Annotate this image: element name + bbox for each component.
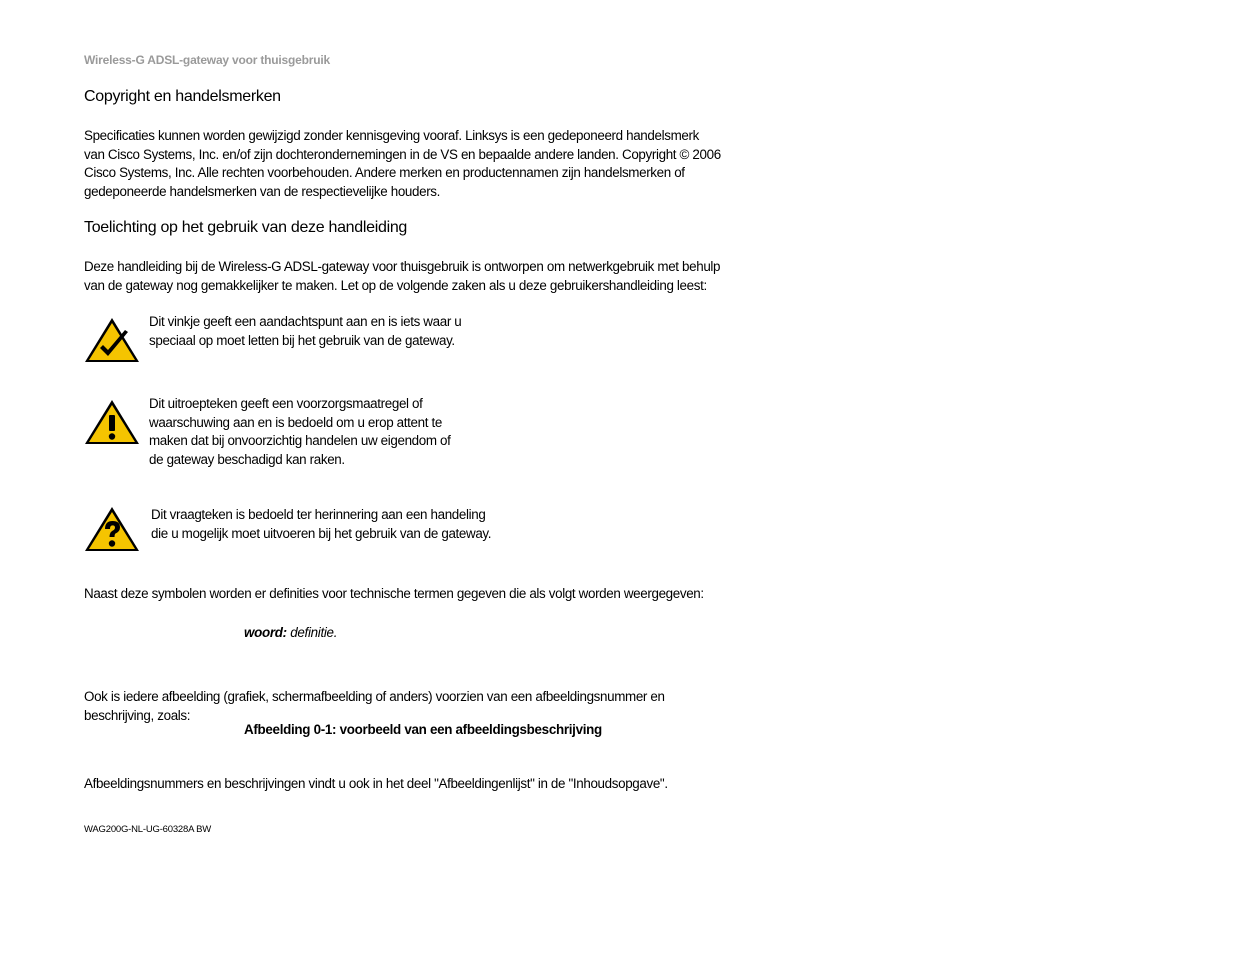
question-note-line: Dit vraagteken is bedoeld ter herinnering aan een handeling	[151, 507, 486, 522]
copyright-line: van Cisco Systems, Inc. en/of zijn dochterondernemingen in de VS en bepaalde andere landen. Copyright © 2006	[84, 146, 721, 162]
figures-paragraph	[84, 688, 774, 725]
checkmark-note-line: Dit vinkje geeft een aandachtspunt aan en is iets waar u	[149, 314, 462, 329]
figure-caption-example: Afbeelding 0-1: voorbeeld van een afbeeldingsbeschrijving	[244, 722, 602, 737]
question-warning-icon	[84, 505, 140, 553]
exclamation-note	[149, 395, 451, 470]
copyright-line: gedeponeerde handelsmerken van de respectievelijke houders.	[84, 184, 441, 200]
manual-usage-line: Deze handleiding bij de Wireless-G ADSL-gateway voor thuisgebruik is ontworpen om netwerkgebruik met behulp	[84, 259, 721, 274]
copyright-line: Specificaties kunnen worden gewijzigd zonder kennisgeving vooraf. Linksys is een gedeponeerd handelsmerk	[84, 128, 699, 143]
exclamation-note-line: de gateway beschadigd kan raken.	[149, 452, 345, 468]
checkmark-warning-icon	[84, 316, 140, 364]
figure-list-paragraph: Afbeeldingsnummers en beschrijvingen vindt u ook in het deel "Afbeeldingenlijst" in de "Inhoudsopgave".	[84, 776, 668, 791]
checkmark-note-line: speciaal op moet letten bij het gebruik van de gateway.	[149, 332, 455, 348]
definition-example	[244, 625, 337, 640]
question-note-line: die u mogelijk moet uitvoeren bij het gebruik van de gateway.	[151, 525, 492, 541]
manual-usage-line: van de gateway nog gemakkelijker te maken. Let op de volgende zaken als u deze gebruikershandleiding leest:	[84, 277, 707, 293]
definition-term: woord:	[244, 625, 287, 640]
exclamation-note-line: waarschuwing aan en is bedoeld om u erop attent te	[149, 414, 442, 430]
copyright-line: Cisco Systems, Inc. Alle rechten voorbehouden. Andere merken en productennamen zijn handelsmerken of	[84, 165, 685, 181]
section-heading-copyright: Copyright en handelsmerken	[84, 88, 281, 105]
document-header: Wireless-G ADSL-gateway voor thuisgebruik	[84, 53, 330, 67]
exclamation-note-line: maken dat bij onvoorzichtig handelen uw eigendom of	[149, 433, 451, 449]
question-note	[151, 506, 491, 543]
figures-line: beschrijving, zoals:	[84, 707, 191, 723]
symbols-paragraph: Naast deze symbolen worden er definities voor technische termen gegeven die als volgt worden weergegeven:	[84, 586, 704, 601]
copyright-paragraph	[84, 127, 774, 202]
figures-line: Ook is iedere afbeelding (grafiek, schermafbeelding of anders) voorzien van een afbeeldingsnummer en	[84, 689, 665, 704]
document-code: WAG200G-NL-UG-60328A BW	[84, 824, 212, 835]
exclamation-note-line: Dit uitroepteken geeft een voorzorgsmaatregel of	[149, 396, 423, 411]
checkmark-note	[149, 313, 461, 350]
definition-text: definitie.	[286, 625, 338, 640]
manual-usage-paragraph	[84, 258, 774, 295]
exclamation-warning-icon	[84, 398, 140, 446]
section-heading-manual-usage: Toelichting op het gebruik van deze handleiding	[84, 219, 408, 236]
